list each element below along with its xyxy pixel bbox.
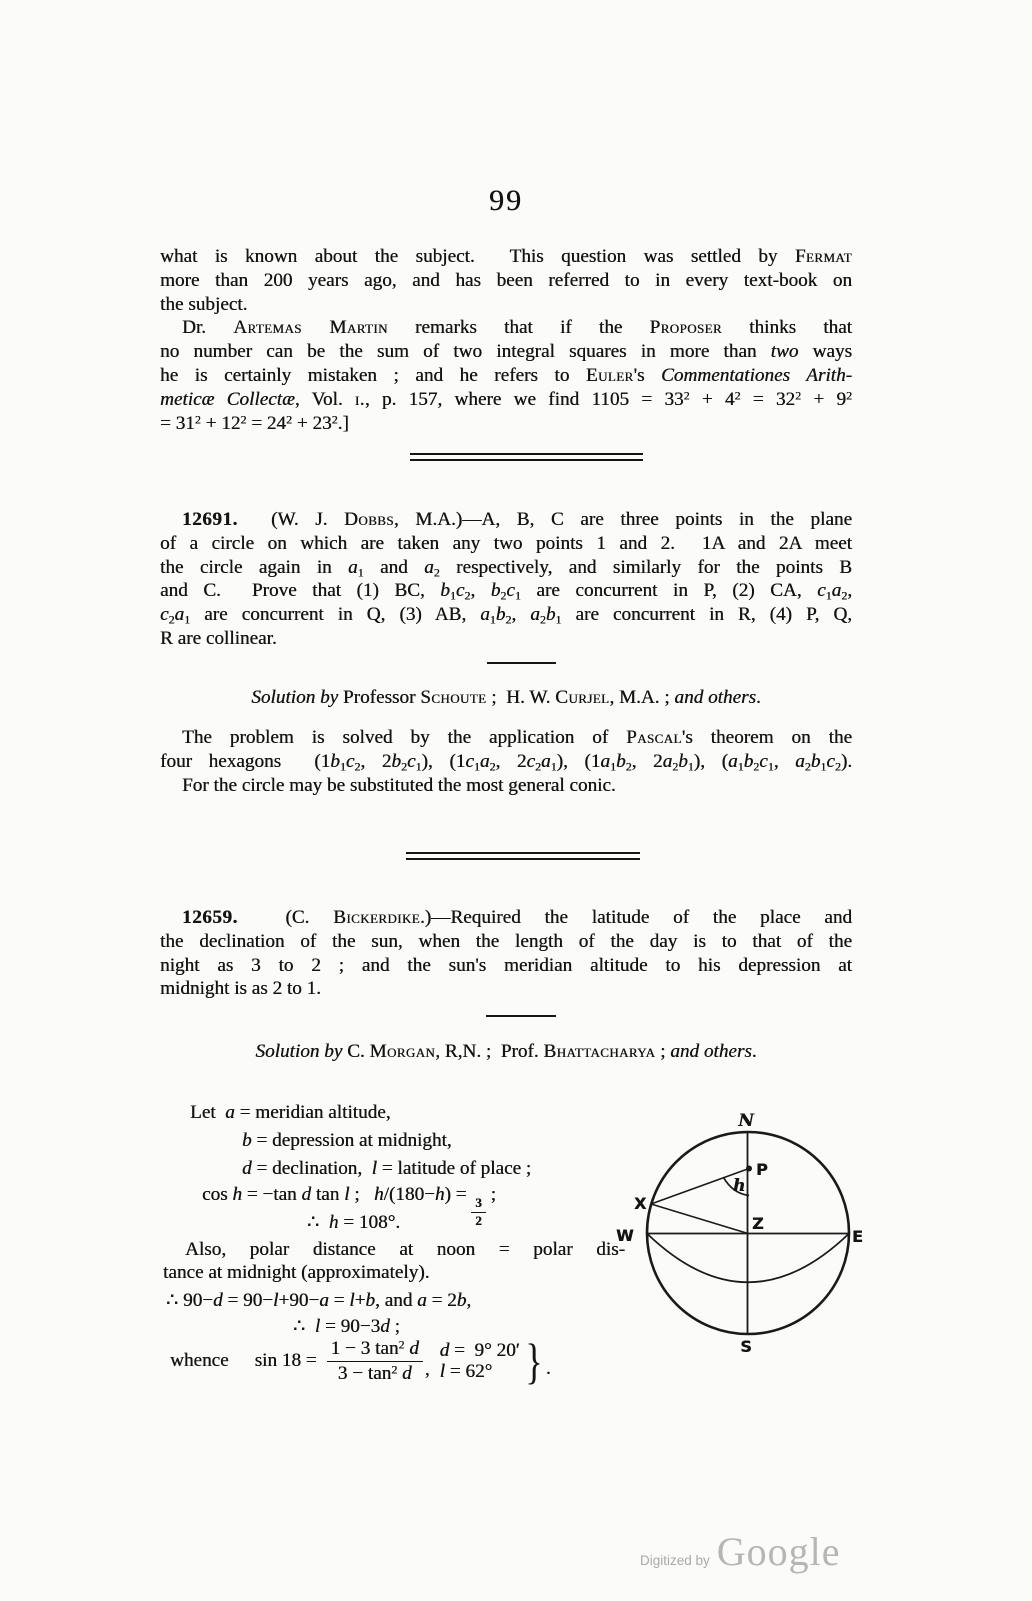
label-pole-P: P <box>756 1160 768 1179</box>
math-line: Let a = meridian altitude, <box>190 1102 391 1123</box>
math-line-whence <box>170 1332 551 1389</box>
latitude-result: l = 62° <box>439 1361 493 1382</box>
label-west: W <box>616 1226 634 1245</box>
text-line: and C. Prove that (1) BC, $b_1c_2$, $b_2c_1$ are concurrent in P, (2) CA, $c_1a_2$, <box>160 580 853 603</box>
fraction <box>327 1338 423 1384</box>
math-line: d = declination, l = latitude of place ; <box>242 1158 532 1179</box>
text-line: four hexagons ($1b_1c_2$, $2b_2c_1$), ($1c_1a_2$, $2c_2a_1$), ($1a_1b_2$, $2a_2b_1$), ($a_1b_2c_1$, $a_2b_1c_2$). <box>160 750 853 774</box>
math-line: ∴ l = 90−3d ; <box>293 1316 400 1337</box>
math-line: Also, polar distance at noon = polar dis- <box>185 1239 625 1260</box>
problem-divider <box>487 662 556 664</box>
whence-word: whence <box>170 1350 229 1371</box>
intro-section <box>160 245 852 435</box>
text-line: The problem is solved by the application of Pascal's theorem on the <box>182 727 853 748</box>
text-line: no number can be the sum of two integral squares in more than two ways <box>160 341 852 363</box>
text-line: midnight is as 2 to 1. <box>160 978 321 1000</box>
math-line: b = depression at midnight, <box>242 1130 452 1151</box>
scan-watermark <box>640 1528 841 1575</box>
text-line: 12659. (C. Bickerdike.)—Required the latitude of the place and <box>182 907 853 928</box>
line-X-to-Z <box>651 1204 748 1234</box>
problem-divider <box>486 1015 556 1017</box>
text-line: what is known about the subject. This question was settled by Fermat <box>160 246 852 267</box>
math-line: ∴ h = 108°. <box>307 1212 401 1233</box>
result-values <box>440 1340 520 1382</box>
period: . <box>545 1358 551 1379</box>
label-north: N <box>738 1111 754 1131</box>
whence-lhs: sin 18 = <box>254 1350 317 1371</box>
closing-brace: } <box>525 1332 543 1389</box>
label-zenith-Z: Z <box>752 1214 764 1233</box>
point-P-dot <box>746 1166 752 1172</box>
text-line: night as 3 to 2 ; and the sun's meridian altitude to his depression at <box>160 954 852 976</box>
text-line: the subject. <box>160 293 248 315</box>
declination-result: d = 9° 20′ <box>439 1340 520 1361</box>
celestial-sphere-diagram <box>600 1090 880 1380</box>
text-line: Dr. Artemas Martin remarks that if the Proposer thinks that <box>182 317 853 339</box>
fraction-numerator: 1 − 3 $\tan^2 d$ <box>327 1338 423 1362</box>
google-logo: Google <box>716 1529 841 1574</box>
text-line: the declination of the sun, when the length of the day is to that of the <box>160 930 852 952</box>
problem-12659 <box>160 906 852 1001</box>
text-line: R are collinear. <box>160 627 277 649</box>
problem-12691 <box>160 508 852 651</box>
text-line: he is certainly mistaken ; and he refers to Euler's Commentationes Arith- <box>160 364 852 386</box>
comma: , <box>424 1359 430 1380</box>
label-angle-h: h <box>733 1176 746 1196</box>
label-point-X: X <box>634 1194 647 1213</box>
text-line: more than 200 years ago, and has been referred to in every text-book on <box>160 269 852 291</box>
text-line: meticæ Collectæ, Vol. i., p. 157, where we find $1105 = 33^2 + 4^2 = 32^2 + 9^2$ <box>160 388 853 410</box>
fraction-denominator: $3 - \tan^2 d$ <box>337 1362 412 1384</box>
section-divider-double <box>406 852 640 860</box>
text-line: For the circle may be substituted the most general conic. <box>182 774 616 796</box>
label-east: E <box>852 1227 863 1246</box>
text-line: 12691. (W. J. Dobbs, M.A.)—A, B, C are three points in the plane <box>182 509 852 530</box>
math-line: ∴ 90−d = 90−l+90−a = l+b, and a = 2b, <box>166 1290 472 1311</box>
solution-byline-12659: Solution by C. Morgan, R,N. ; Prof. Bhattacharya ; and others. <box>255 1041 757 1062</box>
text-line: of a circle on which are taken any two points 1 and 2. 1A and 2A meet <box>160 532 852 554</box>
section-divider-double <box>410 453 643 461</box>
solution-byline-12691: Solution by Professor Schoute ; H. W. Curjel, M.A. ; and others. <box>251 687 761 708</box>
solution-12691 <box>160 726 852 797</box>
text-line: = $31^2 + 12^2 = 24^2 + 23^2$.] <box>160 412 349 434</box>
math-line: cos h = −tan d tan l ; h/(180−h) = $\frac{3}{2}$ ; <box>202 1184 496 1228</box>
text-line: the circle again in $a_1$ and $a_2$ respectively, and similarly for the points B <box>160 556 852 580</box>
digitized-by-text: Digitized by <box>640 1553 710 1568</box>
page-number: 99 <box>489 184 523 217</box>
text-line: $c_2a_1$ are concurrent in Q, (3) AB, $a_1b_2$, $a_2b_1$ are concurrent in R, (4) P, Q, <box>160 604 853 627</box>
math-line: tance at midnight (approximately). <box>163 1262 430 1283</box>
label-south: S <box>740 1337 752 1356</box>
